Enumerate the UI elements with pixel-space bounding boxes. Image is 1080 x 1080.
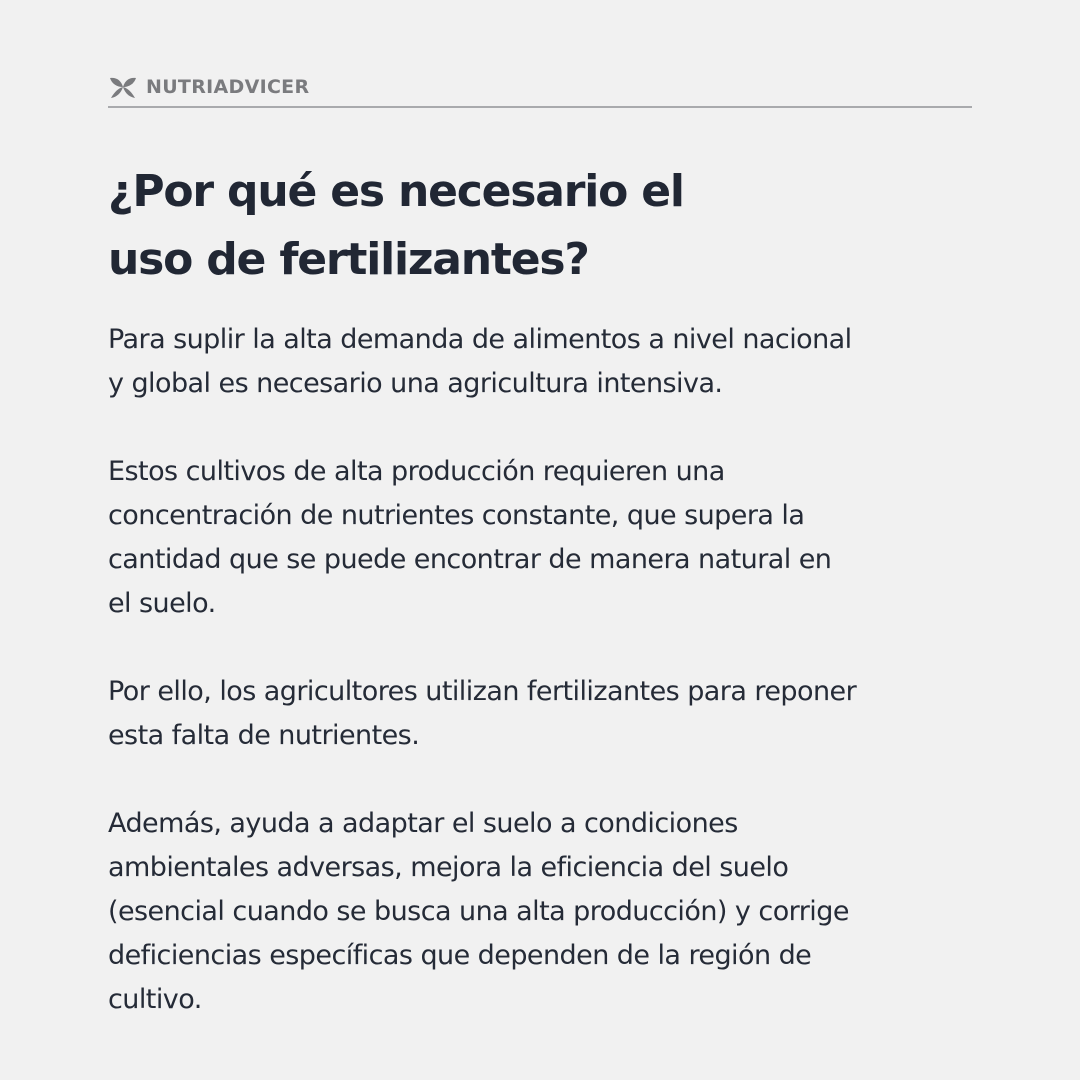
page-title xyxy=(108,158,972,294)
paragraph-line: (esencial cuando se busca una alta producción) y corrige xyxy=(108,896,849,927)
paragraph-line: Además, ayuda a adaptar el suelo a condiciones xyxy=(108,808,738,839)
paragraph-line: cultivo. xyxy=(108,984,202,1015)
paragraph-line: Para suplir la alta demanda de alimentos a nivel nacional xyxy=(108,324,852,355)
leaf-sprout-icon xyxy=(108,74,138,100)
paragraph-line: concentración de nutrientes constante, que supera la xyxy=(108,500,805,531)
article-card xyxy=(108,70,972,1066)
paragraph xyxy=(108,318,972,406)
paragraph-line: el suelo. xyxy=(108,588,216,619)
brand-header xyxy=(108,70,972,104)
title-line: ¿Por qué es necesario el xyxy=(108,166,684,217)
title-line: uso de fertilizantes? xyxy=(108,234,589,285)
paragraph-line: deficiencias específicas que dependen de la región de xyxy=(108,940,812,971)
article-body xyxy=(108,318,972,1022)
paragraph-line: Estos cultivos de alta producción requieren una xyxy=(108,456,725,487)
paragraph xyxy=(108,670,972,758)
paragraph xyxy=(108,802,972,1022)
paragraph-line: esta falta de nutrientes. xyxy=(108,720,420,751)
paragraph-line: ambientales adversas, mejora la eficiencia del suelo xyxy=(108,852,789,883)
paragraph-line: Por ello, los agricultores utilizan fertilizantes para reponer xyxy=(108,676,857,707)
brand-name: NUTRIADVICER xyxy=(146,76,310,98)
header-divider xyxy=(108,106,972,108)
paragraph xyxy=(108,450,972,626)
paragraph-line: y global es necesario una agricultura intensiva. xyxy=(108,368,723,399)
paragraph-line: cantidad que se puede encontrar de manera natural en xyxy=(108,544,832,575)
